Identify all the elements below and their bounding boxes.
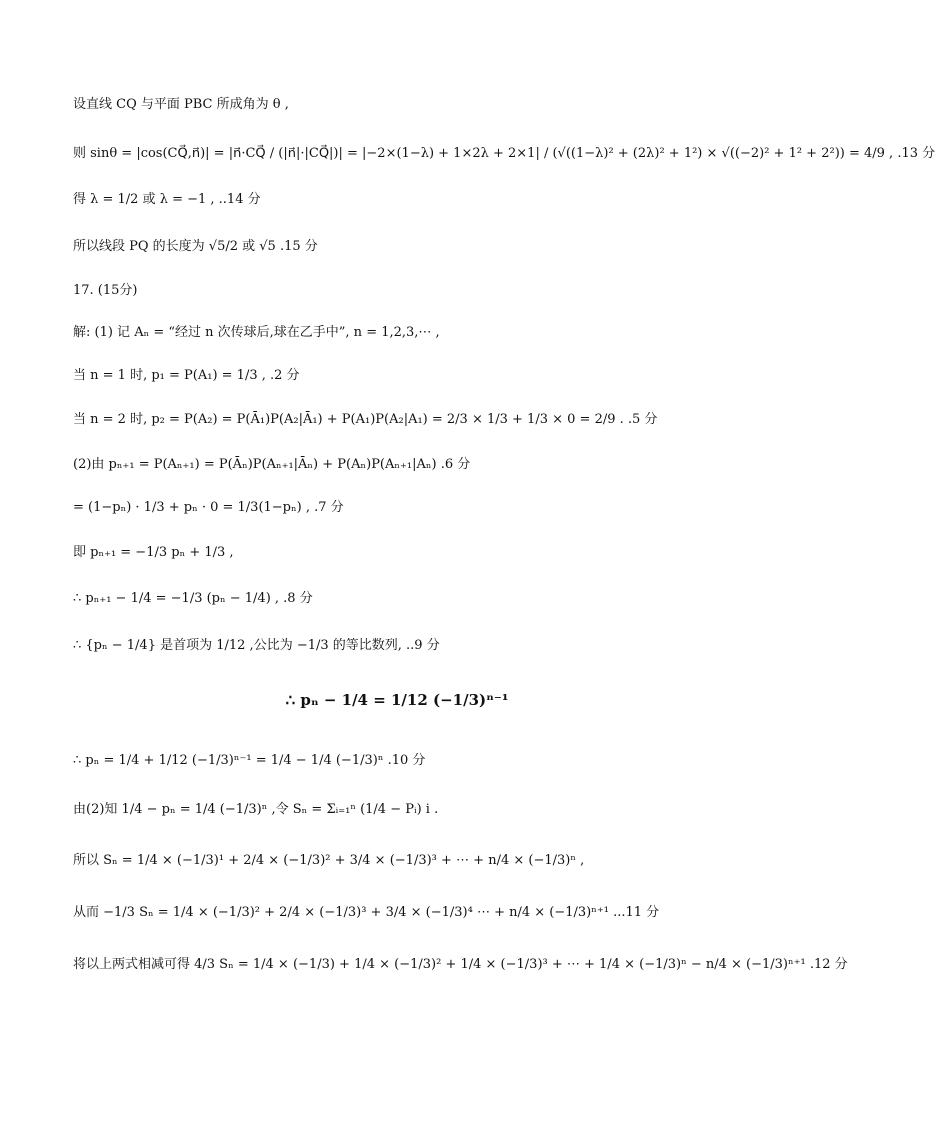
text-line-7: 当 n = 1 时, p₁ = P(A₁) = 1/3 , .2 分 <box>73 368 300 383</box>
text-line-12: ∴ pₙ₊₁ − 1/4 = −1/3 (pₙ − 1/4) , .8 分 <box>73 591 313 606</box>
text-line-16: 由(2)知 1/4 − pₙ = 1/4 (−1/3)ⁿ ,令 Sₙ = Σᵢ₌₁ⁿ (1/4 − Pᵢ) i . <box>73 802 439 817</box>
text-line-8: 当 n = 2 时, p₂ = P(A₂) = P(Ā₁)P(A₂|Ā₁) + P(A₁)P(A₂|A₁) = 2/3 × 1/3 + 1/3 × 0 = 2/9 . .5 分 <box>73 412 658 427</box>
text-line-1: 设直线 CQ 与平面 PBC 所成角为 θ , <box>73 97 289 112</box>
text-line-3: 得 λ = 1/2 或 λ = −1 , ..14 分 <box>73 192 261 207</box>
text-line-13: ∴ {pₙ − 1/4} 是首项为 1/12 ,公比为 −1/3 的等比数列, ..9 分 <box>73 638 440 653</box>
text-line-18: 从而 −1/3 Sₙ = 1/4 × (−1/3)² + 2/4 × (−1/3)³ + 3/4 × (−1/3)⁴ ⋯ + n/4 × (−1/3)ⁿ⁺¹ ...11 分 <box>73 905 660 920</box>
text-line-4: 所以线段 PQ 的长度为 √5/2 或 √5 .15 分 <box>73 239 318 254</box>
text-line-9: (2)由 pₙ₊₁ = P(Aₙ₊₁) = P(Āₙ)P(Aₙ₊₁|Āₙ) + P(Aₙ)P(Aₙ₊₁|Aₙ) .6 分 <box>73 457 471 472</box>
text-line-10: = (1−pₙ) · 1/3 + pₙ · 0 = 1/3(1−pₙ) , .7 分 <box>73 500 344 515</box>
text-line-5: 17. (15分) <box>73 283 138 298</box>
text-line-19: 将以上两式相减可得 4/3 Sₙ = 1/4 × (−1/3) + 1/4 × (−1/3)² + 1/4 × (−1/3)³ + ⋯ + 1/4 × (−1/3)ⁿ − n/4 × (−1/3)ⁿ⁺¹ .12 分 <box>73 957 848 972</box>
text-line-6: 解: (1) 记 Aₙ = “经过 n 次传球后,球在乙手中”, n = 1,2,3,⋯ , <box>73 325 440 340</box>
text-line-11: 即 pₙ₊₁ = −1/3 pₙ + 1/3 , <box>73 545 234 560</box>
text-line-17: 所以 Sₙ = 1/4 × (−1/3)¹ + 2/4 × (−1/3)² + 3/4 × (−1/3)³ + ⋯ + n/4 × (−1/3)ⁿ , <box>73 853 585 868</box>
text-line-15: ∴ pₙ = 1/4 + 1/12 (−1/3)ⁿ⁻¹ = 1/4 − 1/4 (−1/3)ⁿ .10 分 <box>73 753 426 768</box>
text-line-2: 则 sinθ = |cos(CQ⃗,n⃗)| = |n⃗·CQ⃗ / (|n⃗|·|CQ⃗|)| = |−2×(1−λ) + 1×2λ + 2×1| / (√((1−λ)² + (2λ)² + 1²) × √((−2)² + 1² + 2²)) = 4/9 , .13 分 <box>73 146 935 161</box>
text-line-14: ∴ pₙ − 1/4 = 1/12 (−1/3)ⁿ⁻¹ <box>285 691 509 709</box>
